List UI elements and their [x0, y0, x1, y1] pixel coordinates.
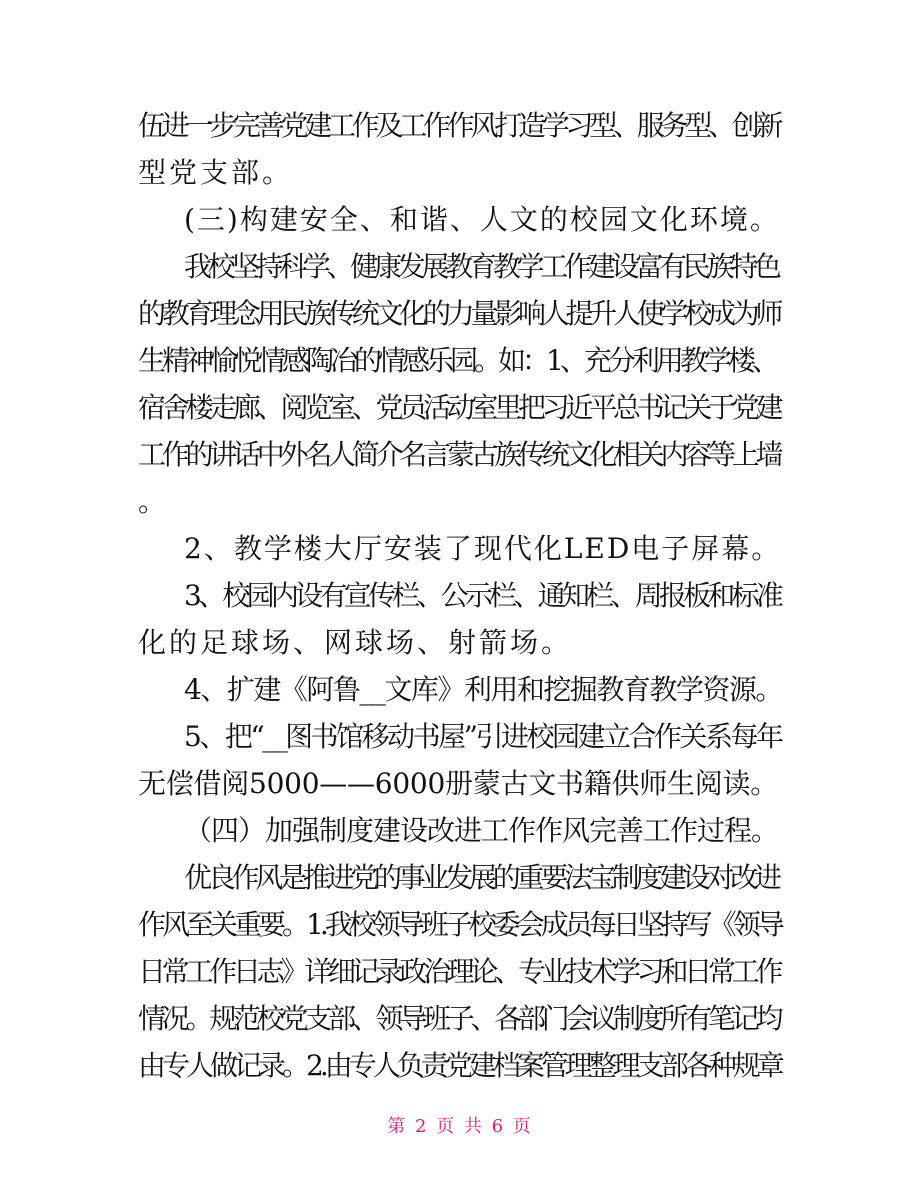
text-line: 。: [138, 485, 170, 518]
text-line: 我校坚持科学、健康发展教育教学工作建设富有民族特色: [184, 250, 778, 283]
section-heading: （四）加强制度建设改进工作作风完善工作过程。: [184, 814, 779, 847]
text-line: 伍进一步完善党建工作及工作作风打造学习型、服务型、创新: [138, 109, 780, 142]
section-heading: (三)构建安全、和谐、人文的校园文化环境。: [184, 203, 780, 236]
text-line: 宿舍楼走廊、阅览室、党员活动室里把习近平总书记关于党建: [138, 391, 780, 424]
text-line: 生精神愉悦情感陶冶的情感乐园。如：1、充分利用教学楼、: [138, 344, 776, 377]
list-item: 4、扩建《阿鲁__文库》利用和挖掘教育教学资源。: [184, 673, 782, 706]
text-line: 无偿借阅5000——6000册蒙古文书籍供师生阅读。: [138, 767, 779, 800]
text-line: 型党支部。: [138, 156, 294, 189]
text-line: 由专人做记录。2.由专人负责党建档案管理整理支部各种规章: [138, 1049, 781, 1082]
list-item: 3、校园内设有宣传栏、公示栏、通知栏、周报板和标准: [184, 579, 781, 612]
text-line: 化的足球场、网球场、射箭场。: [138, 626, 573, 659]
list-item: 5、把“__图书馆移动书屋”引进校园建立合作关系每年: [184, 720, 782, 753]
text-line: 情况。规范校党支部、领导班子、各部门会议制度所有笔记均: [138, 1002, 780, 1035]
text-line: 工作的讲话中外名人简介名言蒙古族传统文化相关内容等上墙: [138, 438, 780, 471]
list-item: 2、教学楼大厅安装了现代化LED电子屏幕。: [184, 532, 782, 565]
text-line: 的教育理念用民族传统文化的力量影响人提升人使学校成为师: [138, 297, 780, 330]
text-line: 优良作风是推进党的事业发展的重要法宝制度建设对改进: [184, 861, 778, 894]
text-line: 作风至关重要。1.我校领导班子校委会成员每日坚持写《领导: [138, 908, 781, 941]
text-line: 日常工作日志》详细记录政治理论、专业技术学习和日常工作: [138, 955, 780, 988]
page-number-footer: 第 2 页 共 6 页: [387, 1116, 533, 1137]
